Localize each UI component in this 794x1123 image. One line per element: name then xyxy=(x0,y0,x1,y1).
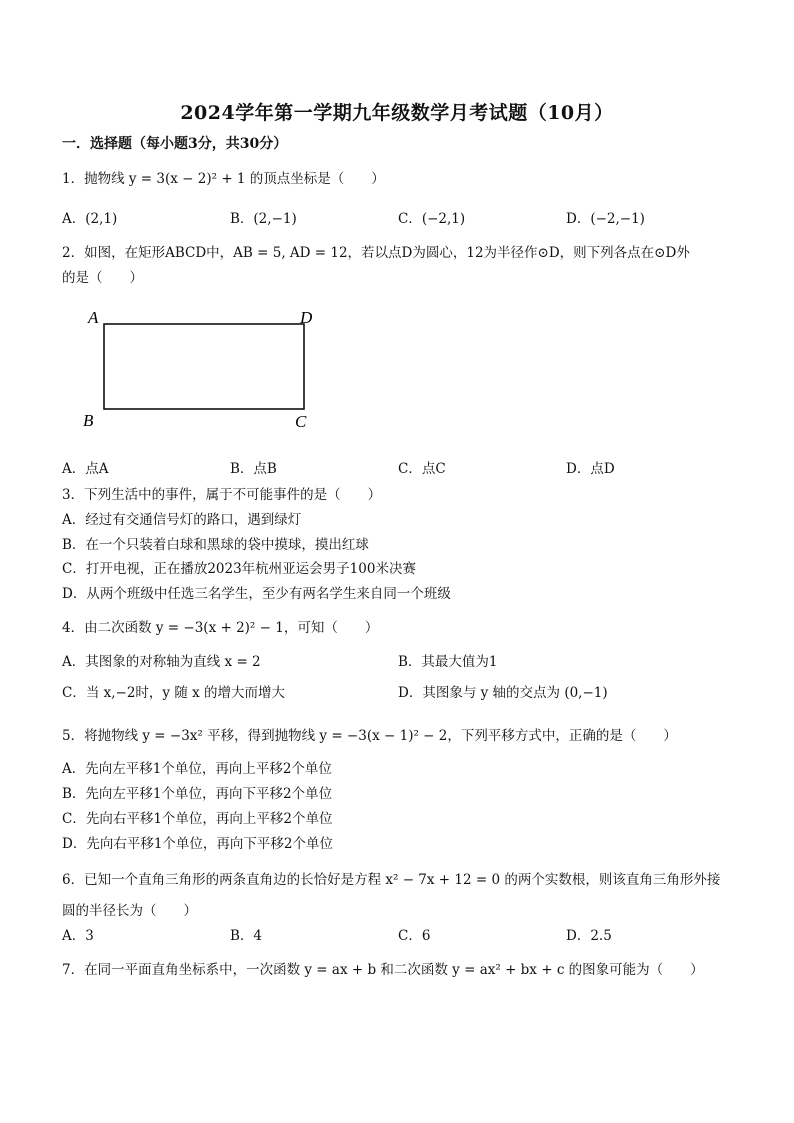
question-2-stem-line1: 2．如图，在矩形ABCD中，AB = 5, AD = 12，若以点D为圆心，12为半径作⊙D，则下列各点在⊙D外 xyxy=(62,245,690,261)
q3-option-d: D．从两个班级中任选三名学生，至少有两名学生来自同一个班级 xyxy=(62,586,451,602)
q4-option-b: B．其最大值为1 xyxy=(398,654,498,670)
q1-option-d: D．(−2,−1) xyxy=(566,211,645,227)
question-7-stem: 7．在同一平面直角坐标系中，一次函数 y = ax + b 和二次函数 y = ax² + bx + c 的图象可能为（ ） xyxy=(62,962,704,978)
vertex-label-d: D xyxy=(300,308,313,327)
q1-option-b: B．(2,−1) xyxy=(230,211,297,227)
section-heading: 一．选择题（每小题3分，共30分） xyxy=(62,136,288,152)
question-2-stem-line2: 的是（ ） xyxy=(62,270,143,286)
vertex-label-a: A xyxy=(88,308,99,327)
q2-option-c: C．点C xyxy=(398,461,446,477)
q5-option-d: D．先向右平移1个单位，再向下平移2个单位 xyxy=(62,836,334,852)
q4-option-c: C．当 x,−2时，y 随 x 的增大而增大 xyxy=(62,685,286,701)
vertex-label-b: B xyxy=(83,411,94,430)
q5-option-c: C．先向右平移1个单位，再向上平移2个单位 xyxy=(62,811,333,827)
q5-option-b: B．先向左平移1个单位，再向下平移2个单位 xyxy=(62,786,333,802)
question-3-stem: 3．下列生活中的事件，属于不可能事件的是（ ） xyxy=(62,487,382,503)
question-4-stem: 4．由二次函数 y = −3(x + 2)² − 1，可知（ ） xyxy=(62,620,379,636)
q1-option-a: A．(2,1) xyxy=(62,211,118,227)
rectangle-abcd-figure xyxy=(80,302,330,432)
q6-option-c: C．6 xyxy=(398,928,431,944)
exam-title: 2024学年第一学期九年级数学月考试题（10月） xyxy=(180,102,614,124)
q6-option-a: A．3 xyxy=(62,928,94,944)
q4-option-a: A．其图象的对称轴为直线 x = 2 xyxy=(62,654,261,670)
question-1-stem: 1．抛物线 y = 3(x − 2)² + 1 的顶点坐标是（ ） xyxy=(62,171,385,187)
q2-option-d: D．点D xyxy=(566,461,615,477)
question-6-stem-line1: 6．已知一个直角三角形的两条直角边的长恰好是方程 x² − 7x + 12 = 0 的两个实数根，则该直角三角形外接 xyxy=(62,872,721,888)
q6-option-d: D．2.5 xyxy=(566,928,612,944)
q3-option-a: A．经过有交通信号灯的路口，遇到绿灯 xyxy=(62,512,302,528)
q5-option-a: A．先向左平移1个单位，再向上平移2个单位 xyxy=(62,761,332,777)
q3-option-b: B．在一个只装着白球和黑球的袋中摸球，摸出红球 xyxy=(62,537,369,553)
q6-option-b: B．4 xyxy=(230,928,263,944)
q1-option-c: C．(−2,1) xyxy=(398,211,466,227)
rectangle-shape xyxy=(104,324,304,409)
question-5-stem: 5．将抛物线 y = −3x² 平移，得到抛物线 y = −3(x − 1)² − 2，下列平移方式中，正确的是（ ） xyxy=(62,728,677,744)
q2-option-a: A．点A xyxy=(62,461,109,477)
question-6-stem-line2: 圆的半径长为（ ） xyxy=(62,903,197,919)
q3-option-c: C．打开电视，正在播放2023年杭州亚运会男子100米决赛 xyxy=(62,561,416,577)
vertex-label-c: C xyxy=(295,412,307,431)
q2-option-b: B．点B xyxy=(230,461,277,477)
q4-option-d: D．其图象与 y 轴的交点为 (0,−1) xyxy=(398,685,608,701)
